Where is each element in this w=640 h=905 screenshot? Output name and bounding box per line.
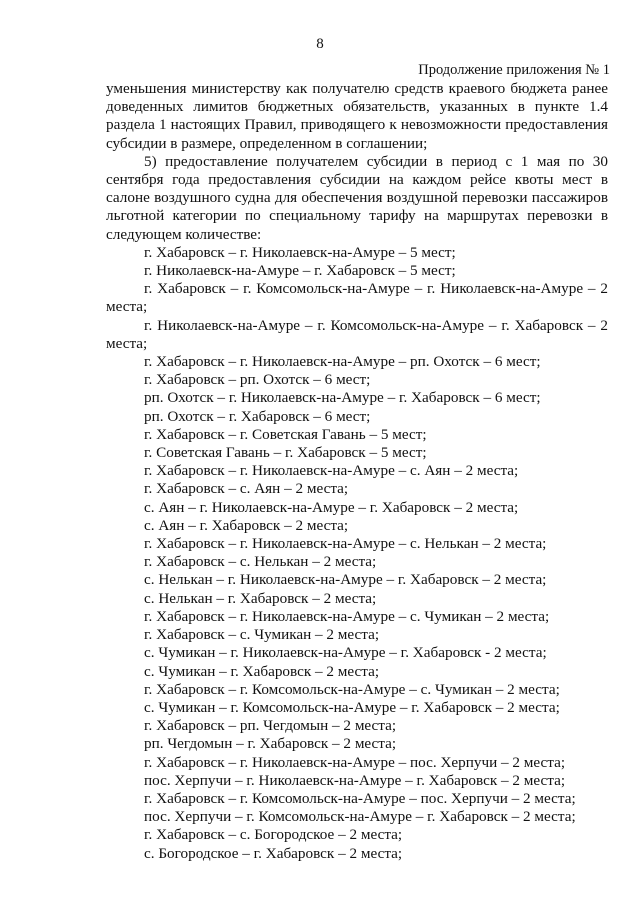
- route-item: г. Хабаровск – г. Николаевск-на-Амуре – 5 мест;: [144, 243, 456, 261]
- route-item: с. Чумикан – г. Комсомольск-на-Амуре – г. Хабаровск – 2 места;: [144, 698, 560, 716]
- route-item: г. Хабаровск – г. Николаевск-на-Амуре – пос. Херпучи – 2 места;: [144, 753, 566, 771]
- route-item: г. Николаевск-на-Амуре – г. Хабаровск – 5 мест;: [144, 262, 456, 280]
- document-body: [106, 80, 608, 863]
- paragraph-continuation: уменьшения министерству как получателю средств краевого бюджета ранее доведенных лимитов бюджетных обязательств, указанных в пункте 1.4 раздела 1 настоящих Правил, приводящего к невозможности предоставления субсидии в размере, определенном в соглашении;: [106, 80, 608, 152]
- route-item: г. Советская Гавань – г. Хабаровск – 5 мест;: [144, 444, 427, 462]
- route-item: г. Хабаровск – с. Богородское – 2 места;: [144, 826, 403, 844]
- route-item: г. Хабаровск – г. Николаевск-на-Амуре – рп. Охотск – 6 мест;: [144, 353, 541, 371]
- route-item: г. Николаевск-на-Амуре – г. Комсомольск-на-Амуре – г. Хабаровск – 2 места;: [106, 316, 608, 352]
- route-item: с. Аян – г. Николаевск-на-Амуре – г. Хабаровск – 2 места;: [144, 498, 519, 516]
- route-item: с. Чумикан – г. Хабаровск – 2 места;: [144, 662, 380, 680]
- route-item: с. Аян – г. Хабаровск – 2 места;: [144, 516, 349, 534]
- route-item: пос. Херпучи – г. Комсомольск-на-Амуре – г. Хабаровск – 2 места;: [144, 808, 576, 826]
- route-item: г. Хабаровск – г. Николаевск-на-Амуре – с. Нелькан – 2 места;: [144, 535, 547, 553]
- route-item: с. Чумикан – г. Николаевск-на-Амуре – г. Хабаровск - 2 места;: [144, 644, 547, 662]
- route-item: г. Хабаровск – с. Нелькан – 2 места;: [144, 553, 377, 571]
- paragraph-item-5: 5) предоставление получателем субсидии в период с 1 мая по 30 сентября года предоставления субсидии на каждом рейсе квоты мест в салоне воздушного судна для обеспечения воздушной перевозки пассажиров льготной категории по специальному тарифу на маршрутах перевозки в следующем количестве:: [106, 152, 608, 243]
- route-item: г. Хабаровск – г. Комсомольск-на-Амуре – с. Чумикан – 2 места;: [144, 680, 560, 698]
- route-item: г. Хабаровск – г. Комсомольск-на-Амуре – г. Николаевск-на-Амуре – 2 места;: [106, 280, 608, 316]
- route-item: г. Хабаровск – с. Чумикан – 2 места;: [144, 626, 380, 644]
- route-item: рп. Охотск – г. Николаевск-на-Амуре – г. Хабаровск – 6 мест;: [144, 389, 541, 407]
- route-item: рп. Чегдомын – г. Хабаровск – 2 места;: [144, 735, 397, 753]
- page-number: 8: [316, 36, 324, 52]
- route-item: с. Нелькан – г. Хабаровск – 2 места;: [144, 589, 377, 607]
- route-item: г. Хабаровск – рп. Чегдомын – 2 места;: [144, 717, 397, 735]
- route-item: г. Хабаровск – рп. Охотск – 6 мест;: [144, 371, 371, 389]
- route-item: пос. Херпучи – г. Николаевск-на-Амуре – г. Хабаровск – 2 места;: [144, 771, 566, 789]
- route-item: г. Хабаровск – г. Николаевск-на-Амуре – с. Аян – 2 места;: [144, 462, 519, 480]
- route-item: г. Хабаровск – г. Николаевск-на-Амуре – с. Чумикан – 2 места;: [144, 607, 550, 625]
- route-item: г. Хабаровск – г. Комсомольск-на-Амуре – пос. Херпучи – 2 места;: [144, 789, 576, 807]
- route-item: рп. Охотск – г. Хабаровск – 6 мест;: [144, 407, 371, 425]
- appendix-continuation-label: Продолжение приложения № 1: [418, 62, 610, 78]
- route-list: [106, 244, 608, 863]
- route-item: г. Хабаровск – с. Аян – 2 места;: [144, 480, 349, 498]
- route-item: с. Богородское – г. Хабаровск – 2 места;: [144, 844, 403, 862]
- route-item: с. Нелькан – г. Николаевск-на-Амуре – г. Хабаровск – 2 места;: [144, 571, 547, 589]
- route-item: г. Хабаровск – г. Советская Гавань – 5 мест;: [144, 425, 427, 443]
